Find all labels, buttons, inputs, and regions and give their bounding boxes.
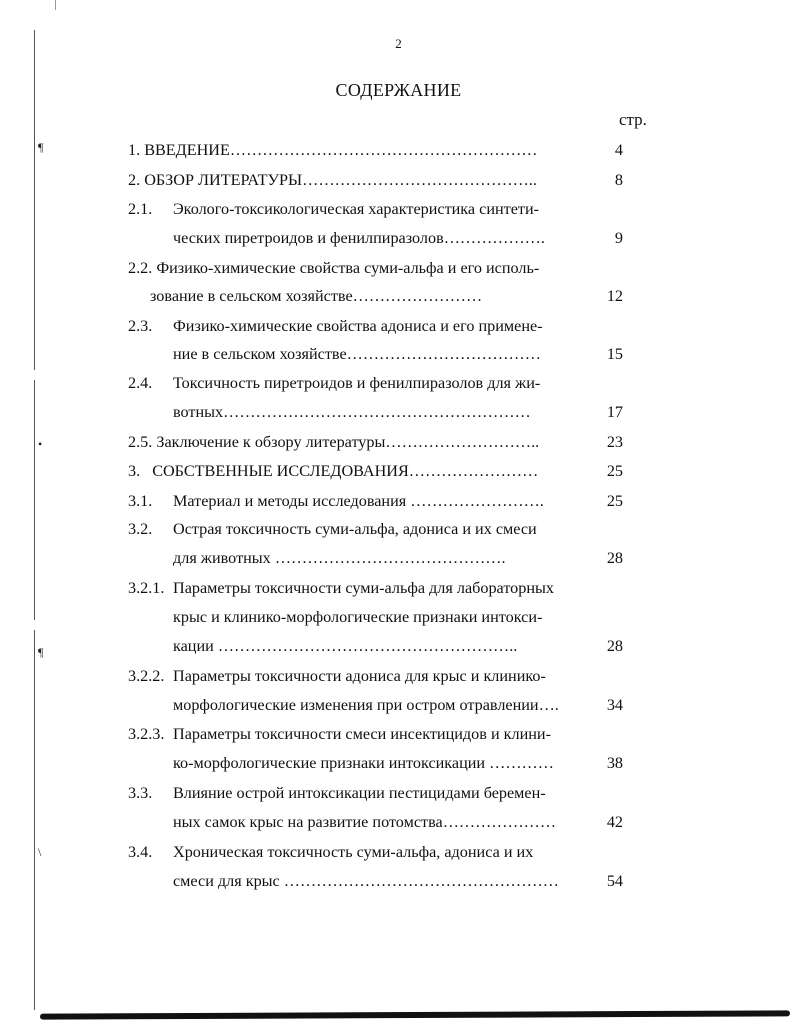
toc-entry-3-1[interactable] — [173, 490, 544, 512]
toc-page: 42 — [606, 813, 623, 831]
scan-mark: • — [38, 437, 43, 451]
toc-leader: ……………………….. — [385, 433, 540, 451]
scan-artifact-line — [55, 0, 56, 10]
toc-text-line2[interactable] — [173, 752, 554, 774]
toc-number: 2.1. — [128, 200, 153, 218]
toc-page: 4 — [614, 141, 623, 159]
toc-leader: ……………………………………. — [270, 549, 506, 567]
toc-text: ческих пиретроидов и фенилпиразолов — [173, 229, 444, 247]
toc-text: СОБСТВЕННЫЕ ИССЛЕДОВАНИЯ — [152, 462, 409, 480]
toc-number: 1. — [128, 141, 141, 159]
toc-leader: ………………………………………………… — [223, 403, 531, 421]
toc-leader: ………………………………………………… — [229, 141, 538, 159]
toc-text-line1[interactable]: Параметры токсичности адониса для крыс и клинико- — [173, 667, 546, 685]
toc-text: ние в сельском хозяйстве — [173, 345, 347, 363]
toc-number: 3.2. — [128, 520, 153, 538]
toc-number: 2. — [128, 171, 141, 189]
toc-text-line1[interactable]: 2.2. Физико-химические свойства суми-альфа и его исполь- — [128, 259, 540, 277]
toc-leader: …………………………………………… — [279, 872, 559, 890]
toc-leader: …. — [538, 696, 559, 714]
toc-leader: …………………… — [408, 462, 539, 480]
toc-page: 8 — [614, 171, 623, 189]
toc-text: 2.5. Заключение к обзору литературы — [128, 433, 386, 451]
scan-edge-line — [34, 380, 35, 620]
toc-text-line2[interactable] — [173, 547, 506, 569]
toc-number: 3.3. — [128, 784, 153, 802]
toc-leader: …………………………………….. — [302, 171, 537, 189]
toc-text-line2[interactable] — [173, 811, 556, 833]
toc-text-line2[interactable] — [173, 343, 541, 365]
toc-page: 9 — [614, 229, 623, 247]
toc-leader: ……………………………………………….. — [217, 637, 518, 655]
toc-text: зование в сельском хозяйстве — [150, 287, 353, 305]
toc-text-line1[interactable]: Физико-химические свойства адониса и его примене- — [173, 317, 543, 335]
toc-text: для животных — [173, 549, 271, 567]
toc-number: 3.2.2. — [128, 667, 165, 685]
toc-text-line1[interactable]: Параметры токсичности смеси инсектицидов и клини- — [173, 725, 551, 743]
toc-text-line1[interactable]: Хроническая токсичность суми-альфа, адониса и их — [173, 843, 534, 861]
toc-leader: ………… — [485, 754, 554, 772]
toc-text: вотных — [173, 403, 224, 421]
toc-text-line1[interactable]: Эколого-токсикологическая характеристика синтети- — [173, 200, 540, 218]
toc-page: 25 — [606, 462, 623, 480]
toc-text-line1[interactable]: Острая токсичность суми-альфа, адониса и их смеси — [173, 520, 537, 538]
toc-leader: ………………… — [442, 813, 557, 831]
toc-number: 3. — [128, 462, 141, 480]
toc-entry-2-5[interactable] — [128, 431, 539, 453]
toc-text-line2[interactable] — [150, 285, 482, 307]
page-title: СОДЕРЖАНИЕ — [335, 80, 462, 100]
scan-edge-line — [34, 630, 35, 1010]
toc-page: 34 — [606, 696, 623, 714]
toc-page: 15 — [606, 345, 623, 363]
toc-number: 2.4. — [128, 374, 153, 392]
toc-number: 2.3. — [128, 317, 153, 335]
toc-text: ко-морфологические признаки интоксикации — [173, 754, 486, 772]
toc-text: Материал и методы исследования — [173, 492, 407, 510]
toc-page: 12 — [606, 287, 623, 305]
toc-entry-1[interactable] — [128, 139, 537, 161]
toc-leader: ……………………………… — [346, 345, 541, 363]
toc-text-line2[interactable] — [173, 694, 559, 716]
toc-number: 3.4. — [128, 843, 153, 861]
toc-text: ных самок крыс на развитие потомства — [173, 813, 443, 831]
toc-entry-2[interactable] — [128, 169, 537, 191]
toc-number: 3.1. — [128, 492, 153, 510]
scan-mark: ¶ — [38, 645, 44, 659]
toc-text: кации — [173, 637, 218, 655]
page-column-label: стр. — [619, 110, 647, 129]
toc-leader: …………………… — [352, 287, 483, 305]
toc-text-line3[interactable] — [173, 635, 517, 657]
scan-bottom-border — [40, 1010, 790, 1019]
toc-page: 25 — [606, 492, 623, 510]
toc-entry-3[interactable] — [128, 460, 538, 482]
toc-text-line2[interactable] — [173, 227, 545, 249]
toc-page: 23 — [606, 433, 623, 451]
toc-text-line1[interactable]: Влияние острой интоксикации пестицидами беремен- — [173, 784, 546, 802]
toc-text: смеси для крыс — [173, 872, 280, 890]
toc-text: ОБЗОР ЛИТЕРАТУРЫ — [144, 171, 303, 189]
toc-text-line1[interactable]: Токсичность пиретроидов и фенилпиразолов для жи- — [173, 374, 541, 392]
scan-mark: \ — [38, 845, 42, 859]
toc-text-line2[interactable]: крыс и клинико-морфологические признаки интокси- — [173, 608, 543, 626]
toc-text-line2[interactable] — [173, 401, 531, 423]
toc-leader: ……………………. — [406, 492, 544, 510]
toc-text: ВВЕДЕНИЕ — [144, 141, 230, 159]
toc-page: 54 — [606, 872, 623, 890]
toc-page: 28 — [606, 549, 623, 567]
toc-number: 3.2.3. — [128, 725, 165, 743]
toc-text: морфологические изменения при остром отравлении — [173, 696, 539, 714]
scan-mark: ¶ — [38, 140, 44, 154]
toc-leader: ………………. — [443, 229, 545, 247]
toc-text-line1[interactable]: Параметры токсичности суми-альфа для лабораторных — [173, 579, 554, 597]
toc-page: 38 — [606, 754, 623, 772]
toc-text-line2[interactable] — [173, 870, 559, 892]
page-number: 2 — [395, 36, 402, 51]
toc-page: 17 — [606, 403, 623, 421]
toc-number: 3.2.1. — [128, 579, 165, 597]
toc-page: 28 — [606, 637, 623, 655]
